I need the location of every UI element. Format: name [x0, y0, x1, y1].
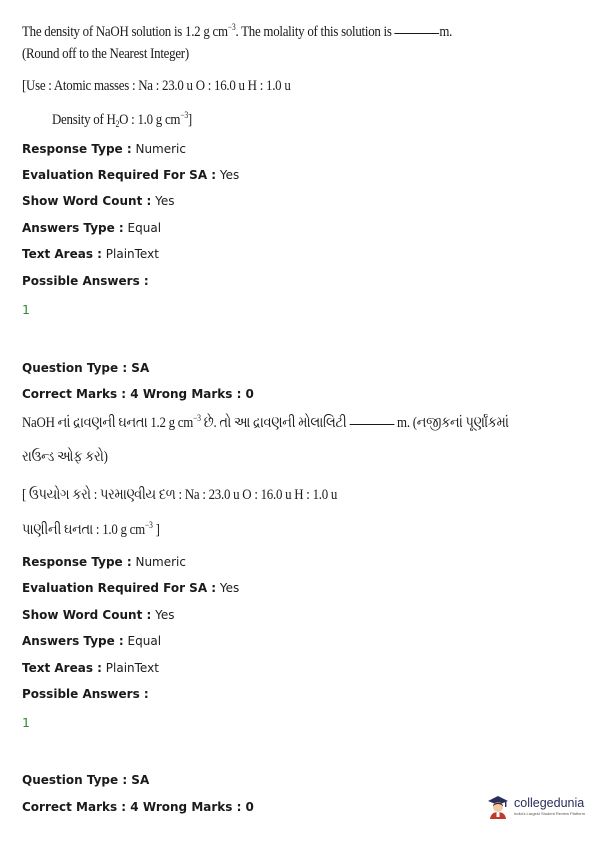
show-word-count: Show Word Count : Yes	[22, 194, 175, 208]
q1-line-4: Density of $H_2O$ : 1.0 g $cm^{-3}$]	[52, 110, 192, 129]
question-marks: Correct Marks : 4 Wrong Marks : 0	[22, 800, 254, 814]
logo-name: collegedunia	[514, 796, 585, 810]
collegedunia-logo	[485, 793, 585, 819]
question-type: Question Type : SA	[22, 361, 150, 375]
q2-line-3: [ ઉપયોગ કરો : પરમાણ્વીય દળ : Na : 23.0 u O : 16.0 u H : 1.0 u	[22, 487, 338, 503]
possible-answers: Possible Answers :	[22, 687, 149, 701]
show-word-count: Show Word Count : Yes	[22, 608, 175, 622]
q1-line-1: The density of NaOH solution is 1.2 g $cm^{-3}$. The molality of this solution is m.	[22, 22, 453, 40]
question-type: Question Type : SA	[22, 773, 150, 787]
possible-answer-value: 1	[22, 302, 30, 317]
response-type: Response Type : Numeric	[22, 142, 186, 156]
q1-line-2: (Round off to the Nearest Integer)	[22, 46, 189, 62]
q2-line-4: પાણીની ઘનતા : 1.0 g $cm^{-3}$ ]	[22, 520, 160, 538]
question-marks: Correct Marks : 4 Wrong Marks : 0	[22, 387, 254, 401]
q1-line-3: [Use : Atomic masses : Na : 23.0 u O : 16.0 u H : 1.0 u	[22, 78, 291, 94]
answers-type: Answers Type : Equal	[22, 634, 162, 648]
answer-blank	[395, 32, 440, 34]
q2-line-1: NaOH નાં દ્રાવણની ઘનતા 1.2 g $cm^{-3}$ છે. તો આ દ્રાવણની મોલાલિટી m. (નજીકનાં પૂર્ણાંકમાં	[22, 413, 509, 431]
logo-tagline: India's Largest Student Review Platform	[514, 811, 586, 816]
graduate-avatar-icon	[485, 793, 511, 819]
text-areas: Text Areas : PlainText	[22, 247, 159, 261]
evaluation-required: Evaluation Required For SA : Yes	[22, 168, 240, 182]
evaluation-required: Evaluation Required For SA : Yes	[22, 581, 240, 595]
possible-answer-value: 1	[22, 715, 30, 730]
answers-type: Answers Type : Equal	[22, 221, 162, 235]
possible-answers: Possible Answers :	[22, 274, 149, 288]
response-type: Response Type : Numeric	[22, 555, 186, 569]
text-areas: Text Areas : PlainText	[22, 661, 159, 675]
answer-blank	[349, 423, 394, 425]
q2-line-2: રાઉન્ડ ઓફ કરો)	[22, 449, 108, 465]
